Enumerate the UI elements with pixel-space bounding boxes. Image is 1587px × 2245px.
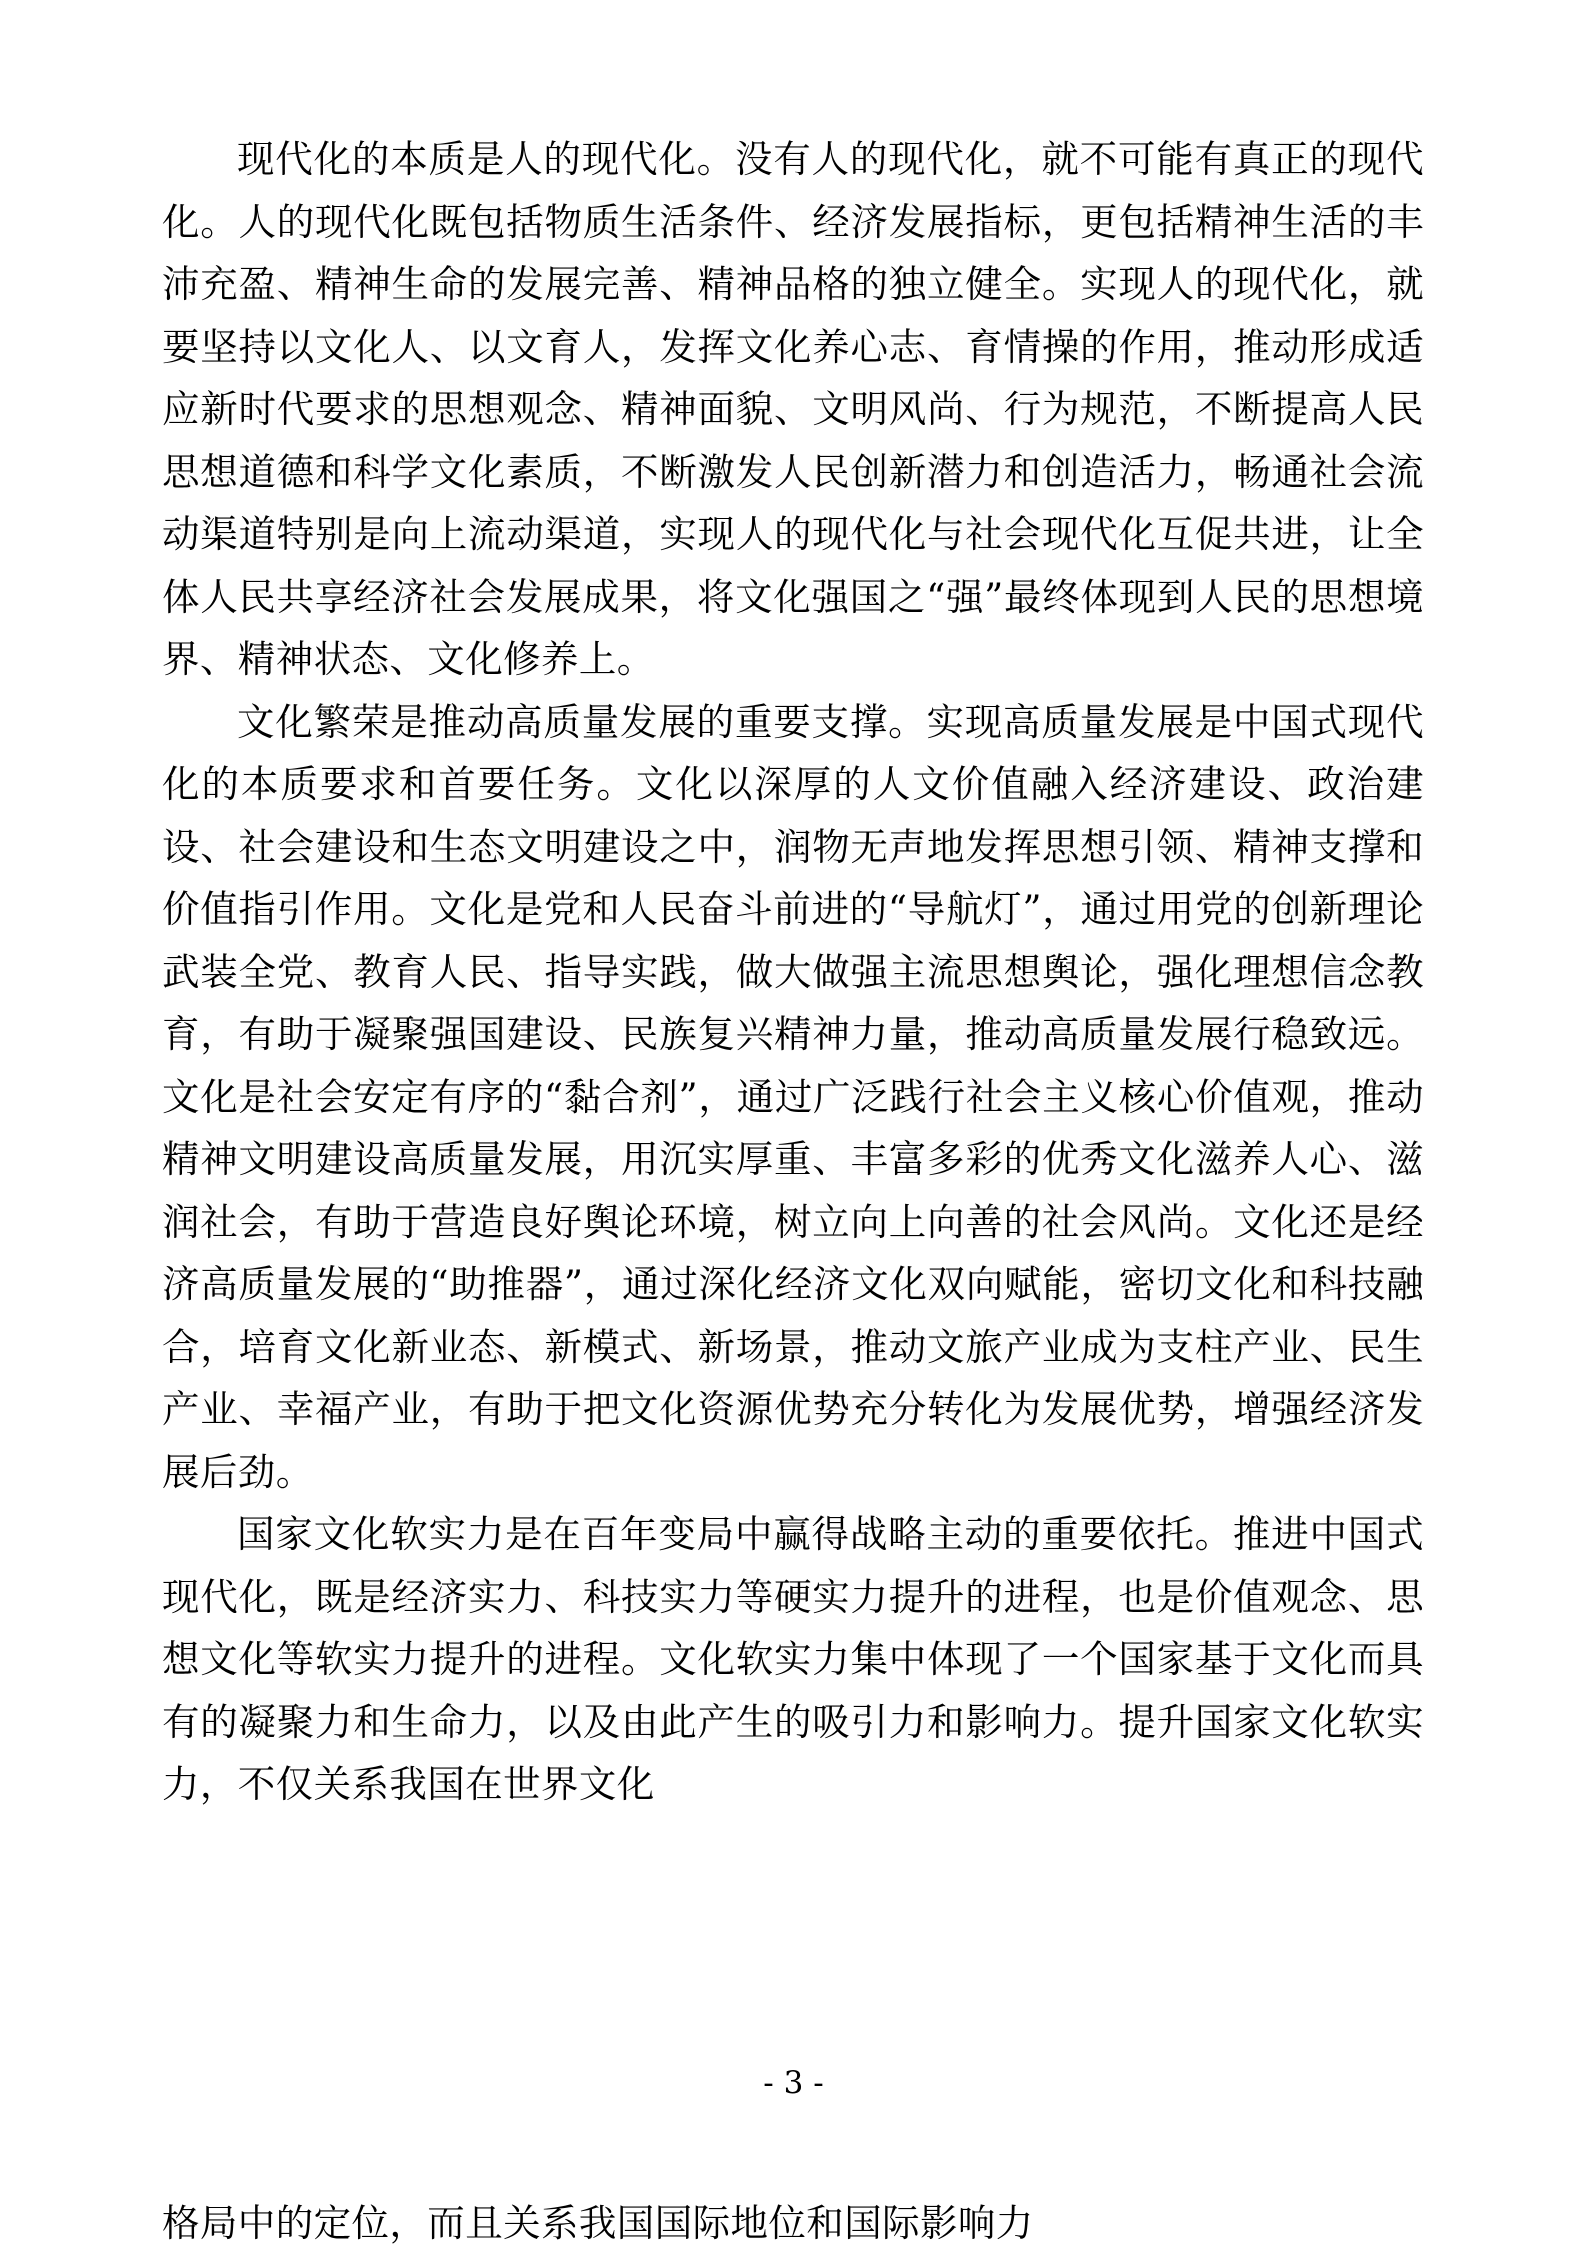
paragraph-1: 现代化的本质是人的现代化。没有人的现代化，就不可能有真正的现代化。人的现代化既包括物质生活条件、经济发展指标，更包括精神生活的丰沛充盈、精神生命的发展完善、精神品格的独立健全。实现人的现代化，就要坚持以文化人、以文育人，发挥文化养心志、育情操的作用，推动形成适应新时代要求的思想观念、精神面貌、文明风尚、行为规范，不断提高人民思想道德和科学文化素质，不断激发人民创新潜力和创造活力，畅通社会流动渠道特别是向上流动渠道，实现人的现代化与社会现代化互促共进，让全体人民共享经济社会发展成果，将文化强国之“强”最终体现到人民的思想境界、精神状态、文化修养上。 [162, 137, 1424, 681]
page-body [162, 128, 1424, 1816]
paragraph-2: 文化繁荣是推动高质量发展的重要支撑。实现高质量发展是中国式现代化的本质要求和首要任务。文化以深厚的人文价值融入经济建设、政治建设、社会建设和生态文明建设之中，润物无声地发挥思想引领、精神支撑和价值指引作用。文化是党和人民奋斗前进的“导航灯”，通过用党的创新理论武装全党、教育人民、指导实践，做大做强主流思想舆论，强化理想信念教育，有助于凝聚强国建设、民族复兴精神力量，推动高质量发展行稳致远。文化是社会安定有序的“黏合剂”，通过广泛践行社会主义核心价值观，推动精神文明建设高质量发展，用沉实厚重、丰富多彩的优秀文化滋养人心、滋润社会，有助于营造良好舆论环境，树立向上向善的社会风尚。文化还是经济高质量发展的“助推器”，通过深化经济文化双向赋能，密切文化和科技融合，培育文化新业态、新模式、新场景，推动文旅产业成为支柱产业、民生产业、幸福产业，有助于把文化资源优势充分转化为发展优势，增强经济发展后劲。 [162, 699, 1424, 1494]
page-number: - 3 - [763, 2065, 824, 2101]
paragraph-3: 国家文化软实力是在百年变局中赢得战略主动的重要依托。推进中国式现代化，既是经济实力、科技实力等硬实力提升的进程，也是价值观念、思想文化等软实力提升的进程。文化软实力集中体现了一个国家基于文化而具有的凝聚力和生命力，以及由此产生的吸引力和影响力。提升国家文化软实力，不仅关系我国在世界文化 [162, 1512, 1424, 1806]
next-page-fragment: 格局中的定位，而且关系我国国际地位和国际影响力 [162, 2201, 1034, 2244]
